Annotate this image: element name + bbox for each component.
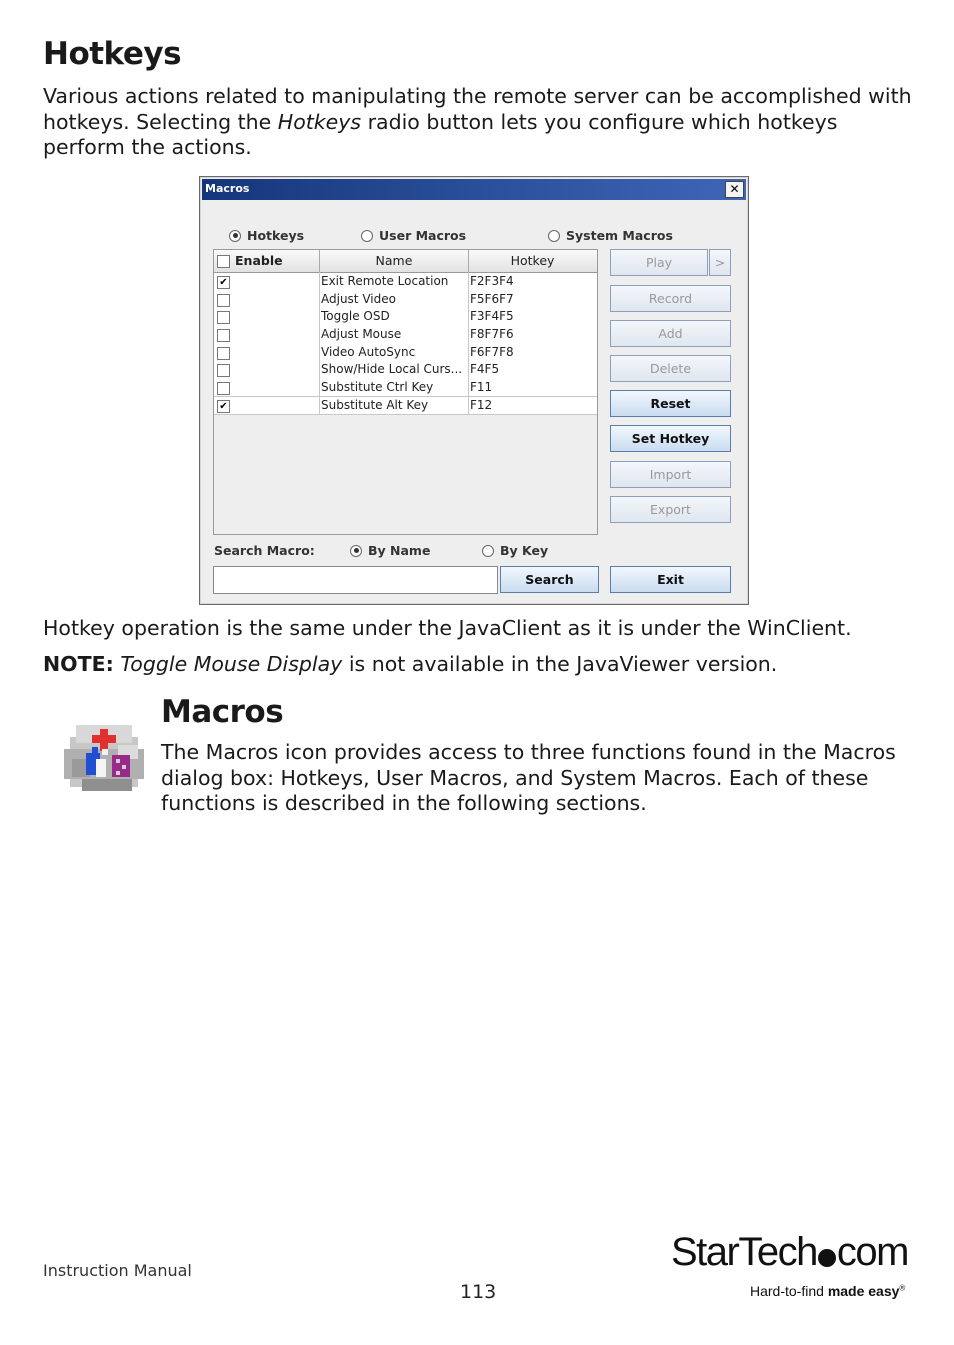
radio-selected-icon <box>229 230 241 242</box>
checkbox-icon[interactable] <box>217 347 230 360</box>
search-input[interactable] <box>213 566 498 594</box>
table-row[interactable] <box>214 308 597 327</box>
checkbox-icon[interactable] <box>217 382 230 395</box>
column-enable[interactable] <box>214 250 320 272</box>
import-button[interactable]: Import <box>610 461 731 488</box>
macros-icon <box>62 719 146 793</box>
cell-hotkey: F5F6F7 <box>470 291 514 306</box>
macros-description: The Macros icon provides access to three functions found in the Macros dialog box: Hotkeys, User Macros, and System Macros. Each of these functions is described in the following sections. <box>161 740 896 815</box>
footer-manual-label: Instruction Manual <box>43 1261 192 1280</box>
radio-hotkeys[interactable] <box>229 228 304 243</box>
radio-label: User Macros <box>379 228 467 243</box>
radio-label: Hotkeys <box>247 228 305 243</box>
radio-selected-icon <box>350 545 362 557</box>
record-button[interactable]: Record <box>610 285 731 312</box>
section-title-macros: Macros <box>161 694 284 730</box>
cell-name: Show/Hide Local Curs... <box>321 362 463 377</box>
note-paragraph <box>43 652 923 678</box>
checkbox-icon[interactable] <box>217 329 230 342</box>
hotkeys-table <box>213 249 598 535</box>
checked-checkbox-icon[interactable]: ✔ <box>217 400 230 413</box>
radio-system-macros[interactable] <box>548 228 673 243</box>
logo-dot-icon <box>818 1249 836 1267</box>
radio-by-name[interactable] <box>350 543 430 558</box>
radio-label: System Macros <box>566 228 673 243</box>
checkbox-icon[interactable] <box>217 311 230 324</box>
table-header <box>214 250 597 273</box>
checked-checkbox-icon[interactable]: ✔ <box>217 276 230 289</box>
logo-text-com: com <box>836 1230 908 1274</box>
intro-italic: Hotkeys <box>277 109 362 134</box>
cell-name: Adjust Mouse <box>321 326 402 341</box>
logo-text: StarTech <box>671 1230 817 1274</box>
table-row[interactable] <box>214 291 597 310</box>
cell-hotkey: F2F3F4 <box>470 274 514 288</box>
cell-hotkey: F8F7F6 <box>470 326 514 341</box>
cell-hotkey: F12 <box>470 397 493 412</box>
radio-by-key[interactable] <box>482 543 548 558</box>
table-row[interactable] <box>214 361 597 380</box>
cell-name: Exit Remote Location <box>321 274 449 288</box>
cell-hotkey: F6F7F8 <box>470 344 514 359</box>
table-row[interactable] <box>214 344 597 363</box>
table-row[interactable] <box>214 379 597 398</box>
more-button[interactable]: > <box>709 249 731 276</box>
close-icon[interactable]: ✕ <box>725 181 744 198</box>
column-divider <box>319 272 320 413</box>
hotkey-operation-text: Hotkey operation is the same under the JavaClient as it is under the WinClient. <box>43 616 852 640</box>
page-number: 113 <box>460 1281 497 1303</box>
checkbox-icon[interactable] <box>217 255 230 268</box>
cell-name: Substitute Ctrl Key <box>321 379 434 394</box>
set-hotkey-button[interactable]: Set Hotkey <box>610 425 731 452</box>
startech-logo <box>671 1230 908 1275</box>
cell-hotkey: F3F4F5 <box>470 309 514 324</box>
macros-dialog <box>199 176 749 605</box>
dialog-titlebar <box>202 179 746 200</box>
radio-unselected-icon <box>361 230 373 242</box>
cell-name: Toggle OSD <box>321 309 390 324</box>
export-button[interactable]: Export <box>610 496 731 523</box>
note-italic: Toggle Mouse Display <box>120 652 343 676</box>
cell-hotkey: F4F5 <box>470 362 500 377</box>
radio-unselected-icon <box>482 545 494 557</box>
column-divider <box>468 272 469 413</box>
column-label: Enable <box>235 253 283 268</box>
column-name[interactable]: Name <box>320 250 469 272</box>
note-text: is not available in the JavaViewer version. <box>342 652 778 676</box>
radio-label: By Key <box>500 543 549 558</box>
section-title-hotkeys: Hotkeys <box>43 36 182 72</box>
checkbox-icon[interactable] <box>217 364 230 377</box>
intro-text-1: Various actions related to manipulating the remote server can be accomplished with hotkeys. Selecting the <box>43 84 912 134</box>
tagline-mark: ® <box>899 1283 906 1293</box>
search-button[interactable]: Search <box>500 566 599 593</box>
intro-text-2: radio button lets you configure which hotkeys perform the actions. <box>43 109 838 159</box>
table-row[interactable] <box>214 273 597 292</box>
radio-label: By Name <box>368 543 431 558</box>
table-row[interactable] <box>214 326 597 345</box>
radio-user-macros[interactable] <box>361 228 466 243</box>
tagline-text: Hard-to-find <box>750 1283 828 1299</box>
note-label: NOTE: <box>43 652 114 676</box>
add-button[interactable]: Add <box>610 320 731 347</box>
cell-name: Video AutoSync <box>321 344 416 359</box>
cell-hotkey: F11 <box>470 379 493 394</box>
delete-button[interactable]: Delete <box>610 355 731 382</box>
play-button[interactable]: Play <box>610 249 708 276</box>
tagline-bold: made easy <box>827 1283 900 1299</box>
dialog-title: Macros <box>205 182 250 195</box>
reset-button[interactable]: Reset <box>610 390 731 417</box>
search-macro-label: Search Macro: <box>214 543 315 558</box>
cell-name: Adjust Video <box>321 291 396 306</box>
hotkeys-intro <box>43 84 923 161</box>
checkbox-icon[interactable] <box>217 294 230 307</box>
column-hotkey[interactable]: Hotkey <box>510 253 555 268</box>
radio-unselected-icon <box>548 230 560 242</box>
tagline <box>750 1283 905 1299</box>
table-row[interactable] <box>214 397 597 416</box>
cell-name: Substitute Alt Key <box>321 397 429 412</box>
exit-button[interactable]: Exit <box>610 566 731 593</box>
